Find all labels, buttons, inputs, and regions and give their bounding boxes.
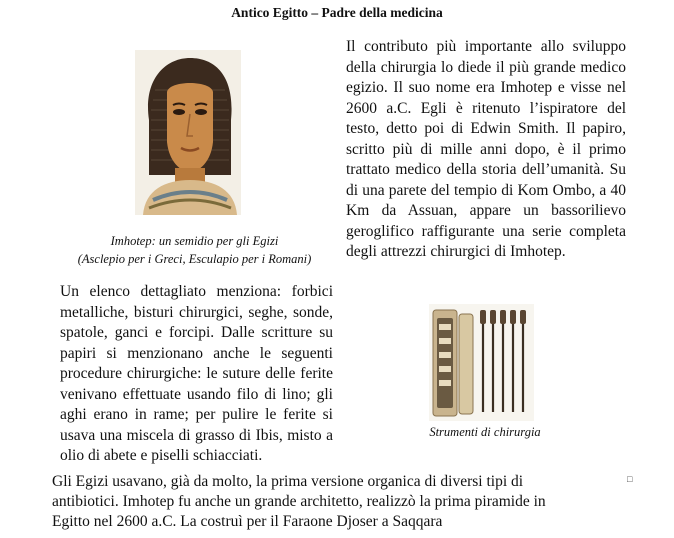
caption-line-1: Imhotep: un semidio per gli Egizi bbox=[110, 234, 279, 248]
page-title: Antico Egitto – Padre della medicina bbox=[231, 5, 443, 20]
antibiotics-paragraph bbox=[52, 472, 636, 532]
placeholder-box-icon: □ bbox=[627, 474, 633, 484]
imhotep-statue-icon bbox=[135, 50, 241, 215]
caption-line-2: (Asclepio per i Greci, Esculapio per i Romani) bbox=[77, 252, 312, 266]
imhotep-caption bbox=[52, 232, 337, 268]
bottom-line-3: Egitto nel 2600 a.C. La costruì per il Faraone Djoser a Saqqara bbox=[52, 513, 443, 530]
tools-caption: Strumenti di chirurgia bbox=[429, 425, 541, 439]
surgical-tools-icon bbox=[429, 304, 534, 421]
bottom-line-2: antibiotici. Imhotep fu anche un grande architetto, realizzò la prima piramide in bbox=[52, 493, 546, 510]
imhotep-paragraph: Il contributo più importante allo sviluppo della chirurgia lo diede il più grande medico egizio. Il suo nome era Imhotep e visse nel 2600 a.C. Egli è ritenuto l’ispiratore del testo, detto poi di Edwin Smith. Il papiro, scritto più di mille anni dopo, è il primo trattato medico della storia dell’umanità. Su di una parete del tempio di Kom Ombo, a 40 Km da Assuan, appare un bassorilievo geroglifico raffigurante una serie completa degli attrezzi chirurgici di Imhotep. bbox=[346, 38, 626, 260]
imhotep-statue-image bbox=[135, 50, 241, 215]
bottom-line-1: Gli Egizi usavano, già da molto, la prima versione organica di diversi tipi di bbox=[52, 473, 524, 490]
surgical-list-paragraph: Un elenco dettagliato menziona: forbici metalliche, bisturi chirurgici, seghe, sonde, spatole, ganci e forcipi. Dalle scritture su papiri si menzionano anche le seguenti procedure chirurgiche: le suture delle ferite venivano effettuate usando filo di lino; gli aghi erano in rame; per pulire le ferite si usava una miscela di grasso di Ibis, misto a olio di abete e piselli schiacciati. bbox=[60, 283, 333, 464]
surgical-tools-image bbox=[429, 304, 534, 421]
